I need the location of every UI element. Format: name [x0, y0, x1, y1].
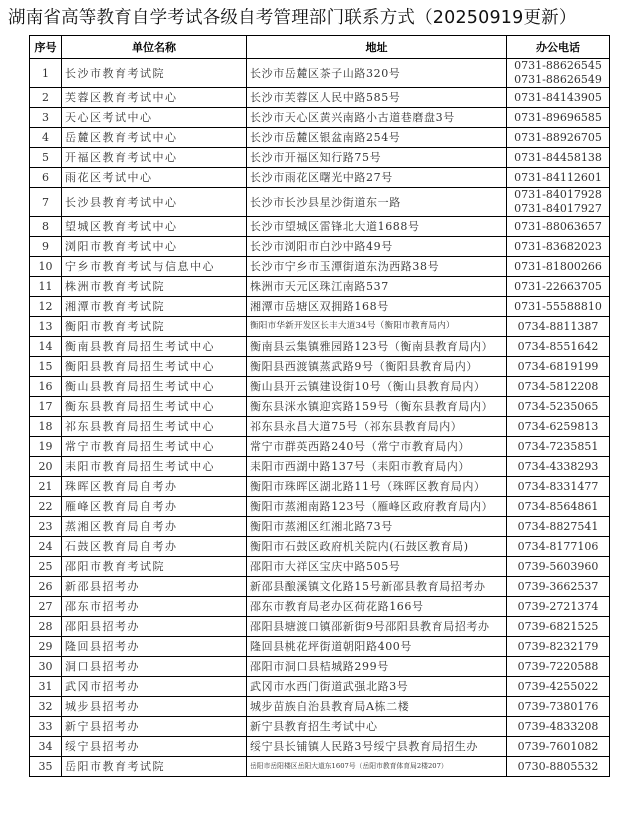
row-unit-name: 珠晖区教育局自考办 — [62, 477, 247, 497]
table-row — [30, 497, 610, 517]
row-phone — [507, 477, 610, 497]
row-unit-name: 衡阳市教育考试院 — [62, 317, 247, 337]
row-address: 长沙市长沙县星沙街道东一路 — [247, 188, 507, 217]
row-unit-name: 湘潭市教育考试院 — [62, 297, 247, 317]
row-phone — [507, 497, 610, 517]
phone-number: 0739-7601082 — [517, 739, 599, 753]
row-phone — [507, 148, 610, 168]
row-unit-name: 新邵县招考办 — [62, 577, 247, 597]
table-row — [30, 297, 610, 317]
row-seq: 18 — [30, 417, 62, 437]
phone-number: 0734-8177106 — [517, 539, 599, 553]
phone-number: 0731-84458138 — [514, 150, 602, 164]
row-seq: 23 — [30, 517, 62, 537]
table-row — [30, 148, 610, 168]
row-seq: 22 — [30, 497, 62, 517]
table-row — [30, 677, 610, 697]
row-seq: 28 — [30, 617, 62, 637]
row-unit-name: 开福区教育考试中心 — [62, 148, 247, 168]
row-seq: 11 — [30, 277, 62, 297]
row-address: 武冈市水西门街道武强北路3号 — [247, 677, 507, 697]
row-unit-name: 株洲市教育考试院 — [62, 277, 247, 297]
phone-number: 0731-84017927 — [514, 202, 602, 215]
phone-number: 0739-5603960 — [517, 559, 599, 573]
row-phone — [507, 517, 610, 537]
row-phone — [507, 577, 610, 597]
row-address: 邵阳县塘渡口镇邵新街9号邵阳县教育局招考办 — [247, 617, 507, 637]
row-unit-name: 耒阳市教育局招生考试中心 — [62, 457, 247, 477]
row-seq: 19 — [30, 437, 62, 457]
table-row — [30, 277, 610, 297]
row-unit-name: 浏阳市教育考试中心 — [62, 237, 247, 257]
table-row — [30, 59, 610, 88]
row-phone — [507, 657, 610, 677]
header-name: 单位名称 — [62, 36, 247, 59]
row-phone — [507, 108, 610, 128]
phone-number: 0731-22663705 — [514, 279, 602, 293]
row-address: 长沙市浏阳市白沙中路49号 — [247, 237, 507, 257]
row-unit-name: 武冈市招考办 — [62, 677, 247, 697]
phone-number: 0734-4338293 — [517, 459, 599, 473]
row-seq: 34 — [30, 737, 62, 757]
document-title: 湖南省高等教育自学考试各级自考管理部门联系方式（20250919更新） — [8, 8, 577, 28]
header-address: 地址 — [247, 36, 507, 59]
phone-number: 0731-88626545 — [514, 59, 602, 72]
row-address: 衡山县开云镇建设街10号（衡山县教育局内） — [247, 377, 507, 397]
row-seq: 30 — [30, 657, 62, 677]
row-seq: 17 — [30, 397, 62, 417]
phone-number: 0731-83682023 — [514, 239, 602, 253]
phone-number: 0734-5812208 — [517, 379, 599, 393]
row-unit-name: 衡山县教育局招生考试中心 — [62, 377, 247, 397]
row-address: 邵东市教育局老办区荷花路166号 — [247, 597, 507, 617]
phone-number: 0734-8564861 — [517, 499, 599, 513]
row-phone — [507, 217, 610, 237]
phone-number: 0731-81800266 — [514, 259, 602, 273]
phone-number: 0739-3662537 — [517, 579, 599, 593]
row-unit-name: 新宁县招考办 — [62, 717, 247, 737]
phone-number: 0731-84143905 — [514, 90, 602, 104]
row-address: 长沙市芙蓉区人民中路585号 — [247, 88, 507, 108]
row-address: 衡阳市蒸湘区红湘北路73号 — [247, 517, 507, 537]
row-seq: 16 — [30, 377, 62, 397]
table-row — [30, 537, 610, 557]
phone-number: 0739-7380176 — [517, 699, 599, 713]
phone-number: 0731-84017928 — [514, 188, 602, 201]
phone-number: 0739-6821525 — [517, 619, 599, 633]
table-row — [30, 397, 610, 417]
table-row — [30, 517, 610, 537]
table-row — [30, 437, 610, 457]
row-phone — [507, 277, 610, 297]
row-seq: 1 — [30, 59, 62, 88]
row-seq: 3 — [30, 108, 62, 128]
row-seq: 7 — [30, 188, 62, 217]
row-unit-name: 雨花区考试中心 — [62, 168, 247, 188]
row-address: 长沙市开福区知行路75号 — [247, 148, 507, 168]
row-phone — [507, 437, 610, 457]
table-row — [30, 457, 610, 477]
contact-table — [29, 35, 610, 777]
table-row — [30, 168, 610, 188]
row-phone — [507, 297, 610, 317]
table-row — [30, 697, 610, 717]
row-phone — [507, 557, 610, 577]
row-address: 湘潭市岳塘区双拥路168号 — [247, 297, 507, 317]
row-seq: 2 — [30, 88, 62, 108]
row-phone — [507, 128, 610, 148]
row-unit-name: 衡东县教育局招生考试中心 — [62, 397, 247, 417]
phone-number: 0739-2721374 — [517, 599, 599, 613]
row-unit-name: 雁峰区教育局自考办 — [62, 497, 247, 517]
row-address: 长沙市雨花区曙光中路27号 — [247, 168, 507, 188]
row-unit-name: 望城区教育考试中心 — [62, 217, 247, 237]
table-row — [30, 217, 610, 237]
row-unit-name: 芙蓉区教育考试中心 — [62, 88, 247, 108]
row-unit-name: 邵阳市教育考试院 — [62, 557, 247, 577]
row-address: 衡东县洣水镇迎宾路159号（衡东县教育局内） — [247, 397, 507, 417]
row-phone — [507, 237, 610, 257]
row-address: 岳阳市岳阳楼区岳阳大道东1607号（岳阳市教育体育局2楼207） — [247, 757, 507, 777]
row-unit-name: 常宁市教育局招生考试中心 — [62, 437, 247, 457]
row-seq: 12 — [30, 297, 62, 317]
row-unit-name: 祁东县教育局招生考试中心 — [62, 417, 247, 437]
phone-number: 0731-55588810 — [514, 299, 602, 313]
row-phone — [507, 697, 610, 717]
phone-number: 0734-7235851 — [517, 439, 599, 453]
table-row — [30, 317, 610, 337]
row-address: 长沙市望城区雷锋北大道1688号 — [247, 217, 507, 237]
row-seq: 29 — [30, 637, 62, 657]
phone-number: 0734-8331477 — [517, 479, 599, 493]
row-unit-name: 城步县招考办 — [62, 697, 247, 717]
row-unit-name: 宁乡市教育考试与信息中心 — [62, 257, 247, 277]
row-seq: 5 — [30, 148, 62, 168]
row-seq: 25 — [30, 557, 62, 577]
row-unit-name: 长沙县教育考试中心 — [62, 188, 247, 217]
row-address: 衡阳市珠晖区湖北路11号（珠晖区教育局内） — [247, 477, 507, 497]
row-phone — [507, 257, 610, 277]
row-seq: 14 — [30, 337, 62, 357]
table-row — [30, 737, 610, 757]
phone-number: 0739-4255022 — [517, 679, 599, 693]
phone-number: 0734-8811387 — [517, 319, 599, 333]
row-address: 衡阳市华新开发区长丰大道34号（衡阳市教育局内） — [247, 317, 507, 337]
phone-number: 0734-6819199 — [517, 359, 599, 373]
table-row — [30, 617, 610, 637]
row-address: 邵阳市洞口县桔城路299号 — [247, 657, 507, 677]
table-row — [30, 757, 610, 777]
table-row — [30, 88, 610, 108]
phone-number: 0734-8827541 — [517, 519, 599, 533]
row-phone — [507, 59, 610, 88]
phone-number: 0730-8805532 — [517, 759, 599, 773]
row-unit-name: 绥宁县招考办 — [62, 737, 247, 757]
row-phone — [507, 417, 610, 437]
row-seq: 13 — [30, 317, 62, 337]
row-phone — [507, 188, 610, 217]
row-seq: 8 — [30, 217, 62, 237]
row-unit-name: 隆回县招考办 — [62, 637, 247, 657]
row-seq: 20 — [30, 457, 62, 477]
row-phone — [507, 757, 610, 777]
row-seq: 10 — [30, 257, 62, 277]
row-unit-name: 蒸湘区教育局自考办 — [62, 517, 247, 537]
row-seq: 35 — [30, 757, 62, 777]
row-phone — [507, 168, 610, 188]
row-address: 新邵县酿溪镇文化路15号新邵县教育局招考办 — [247, 577, 507, 597]
row-address: 长沙市宁乡市玉潭街道东沩西路38号 — [247, 257, 507, 277]
row-address: 长沙市岳麓区银盆南路254号 — [247, 128, 507, 148]
row-phone — [507, 637, 610, 657]
table-row — [30, 657, 610, 677]
phone-number: 0731-88926705 — [514, 130, 602, 144]
row-phone — [507, 737, 610, 757]
row-address: 衡阳县西渡镇蒸武路9号（衡阳县教育局内） — [247, 357, 507, 377]
table-row — [30, 377, 610, 397]
phone-number: 0731-84112601 — [514, 170, 602, 184]
row-phone — [507, 677, 610, 697]
table-row — [30, 357, 610, 377]
table-row — [30, 577, 610, 597]
table-row — [30, 717, 610, 737]
row-unit-name: 衡南县教育局招生考试中心 — [62, 337, 247, 357]
row-seq: 31 — [30, 677, 62, 697]
row-phone — [507, 597, 610, 617]
phone-number: 0739-8232179 — [517, 639, 599, 653]
row-seq: 32 — [30, 697, 62, 717]
row-seq: 4 — [30, 128, 62, 148]
header-phone: 办公电话 — [507, 36, 610, 59]
row-seq: 26 — [30, 577, 62, 597]
row-phone — [507, 88, 610, 108]
row-seq: 21 — [30, 477, 62, 497]
row-seq: 27 — [30, 597, 62, 617]
row-address: 衡南县云集镇雅园路123号（衡南县教育局内） — [247, 337, 507, 357]
row-address: 绥宁县长铺镇人民路3号绥宁县教育局招生办 — [247, 737, 507, 757]
row-unit-name: 天心区考试中心 — [62, 108, 247, 128]
row-unit-name: 邵东市招考办 — [62, 597, 247, 617]
row-address: 城步苗族自治县教育局A栋二楼 — [247, 697, 507, 717]
phone-number: 0731-88063657 — [514, 219, 602, 233]
table-row — [30, 477, 610, 497]
row-address: 株洲市天元区珠江南路537 — [247, 277, 507, 297]
header-seq: 序号 — [30, 36, 62, 59]
row-phone — [507, 317, 610, 337]
row-seq: 15 — [30, 357, 62, 377]
row-address: 祁东县永昌大道75号（祁东县教育局内） — [247, 417, 507, 437]
phone-number: 0739-7220588 — [517, 659, 599, 673]
row-phone — [507, 397, 610, 417]
table-row — [30, 597, 610, 617]
table-row — [30, 108, 610, 128]
phone-number: 0731-89696585 — [514, 110, 602, 124]
row-address: 衡阳市石鼓区政府机关院内(石鼓区教育局) — [247, 537, 507, 557]
row-address: 隆回县桃花坪街道朝阳路400号 — [247, 637, 507, 657]
table-row — [30, 128, 610, 148]
row-phone — [507, 617, 610, 637]
row-address: 新宁县教育招生考试中心 — [247, 717, 507, 737]
row-seq: 33 — [30, 717, 62, 737]
phone-number: 0731-88626549 — [514, 73, 602, 86]
row-phone — [507, 377, 610, 397]
phone-number: 0739-4833208 — [517, 719, 599, 733]
row-unit-name: 岳麓区教育考试中心 — [62, 128, 247, 148]
row-phone — [507, 717, 610, 737]
row-address: 长沙市岳麓区茶子山路320号 — [247, 59, 507, 88]
table-header-row — [30, 36, 610, 59]
row-unit-name: 岳阳市教育考试院 — [62, 757, 247, 777]
table-body — [30, 59, 610, 777]
row-address: 衡阳市蒸湘南路123号（雁峰区政府教育局内） — [247, 497, 507, 517]
row-seq: 9 — [30, 237, 62, 257]
row-unit-name: 石鼓区教育局自考办 — [62, 537, 247, 557]
row-seq: 24 — [30, 537, 62, 557]
phone-number: 0734-5235065 — [517, 399, 599, 413]
row-address: 邵阳市大祥区宝庆中路505号 — [247, 557, 507, 577]
row-unit-name: 洞口县招考办 — [62, 657, 247, 677]
row-phone — [507, 457, 610, 477]
phone-number: 0734-8551642 — [517, 339, 599, 353]
row-address: 常宁市群英西路240号（常宁市教育局内） — [247, 437, 507, 457]
phone-number: 0734-6259813 — [517, 419, 599, 433]
table-row — [30, 417, 610, 437]
table-row — [30, 637, 610, 657]
row-phone — [507, 357, 610, 377]
row-address: 耒阳市西湖中路137号（耒阳市教育局内） — [247, 457, 507, 477]
table-row — [30, 237, 610, 257]
table-row — [30, 337, 610, 357]
row-seq: 6 — [30, 168, 62, 188]
table-row — [30, 557, 610, 577]
row-phone — [507, 337, 610, 357]
row-unit-name: 邵阳县招考办 — [62, 617, 247, 637]
table-row — [30, 257, 610, 277]
table-row — [30, 188, 610, 217]
row-address: 长沙市天心区黄兴南路小古道巷磨盘3号 — [247, 108, 507, 128]
row-unit-name: 衡阳县教育局招生考试中心 — [62, 357, 247, 377]
row-unit-name: 长沙市教育考试院 — [62, 59, 247, 88]
row-phone — [507, 537, 610, 557]
